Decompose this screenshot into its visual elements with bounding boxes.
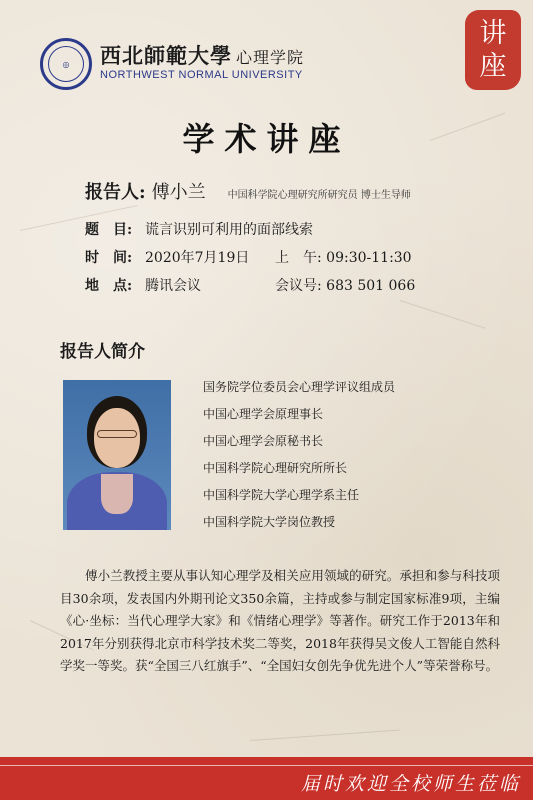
time-range-value: 09:30-11:30: [326, 250, 412, 266]
stamp-char: 讲: [479, 18, 507, 49]
list-item: 中国心理学会原理事长: [203, 407, 324, 421]
footer-text: 届时欢迎全校师生莅临: [300, 773, 521, 795]
meeting-id-value: 683 501 066: [326, 278, 416, 294]
time-label: 时 间:: [85, 250, 133, 266]
bio-section-title: 报告人简介: [60, 342, 145, 362]
time-row: [85, 247, 412, 267]
list-item: 国务院学位委员会心理学评议组成员: [203, 380, 396, 394]
bio-paragraph: 傅小兰教授主要从事认知心理学及相关应用领域的研究。承担和参与科技项目30余项，发表国内外期刊论文350余篇，主持或参与制定国家标准9项，主编《心·坐标：当代心理学大家》和《情绪心理学》等著作。研究工作于2013年和2017年分别获得北京市科学技术奖二等奖，2018年获得吴文俊人工智能自然科学奖一等奖。获“全国三八红旗手”、“全国妇女创先争优先进个人”等荣誉称号。: [60, 568, 500, 673]
lecture-stamp: [465, 10, 521, 90]
date-value: 2020年7月19日: [145, 250, 250, 266]
meeting-label: 会议号:: [275, 278, 322, 294]
list-item: 中国科学院大学心理学系主任: [203, 488, 360, 502]
page-title: 学术讲座: [182, 120, 351, 158]
ampm-label: 上 午:: [275, 250, 322, 266]
university-seal-logo: [40, 38, 92, 90]
list-item: 中国科学院心理研究所所长: [203, 461, 348, 475]
place-value: 腾讯会议: [145, 278, 201, 294]
list-item: 中国心理学会原秘书长: [203, 434, 324, 448]
speaker-line: [85, 178, 411, 204]
school-name-cn: [100, 40, 304, 70]
place-label: 地 点:: [85, 278, 133, 294]
topic-label: 题 目:: [85, 222, 133, 238]
topic-row: [85, 219, 313, 239]
topic-value: 谎言识别可利用的面部线索: [145, 222, 313, 238]
footer-banner: [0, 757, 533, 800]
school-name-en: NORTHWEST NORMAL UNIVERSITY: [100, 69, 303, 81]
list-item: 中国科学院大学岗位教授: [203, 515, 336, 529]
seal-emblem-icon: ◎: [48, 46, 84, 82]
speaker-label: 报告人:: [85, 182, 146, 203]
speaker-affiliation: 中国科学院心理研究所研究员 博士生导师: [227, 189, 411, 201]
stamp-char: 座: [479, 51, 507, 82]
speaker-name: 傅小兰: [151, 182, 206, 203]
positions-list: [203, 379, 395, 541]
school-name-text: 西北師範大學: [100, 43, 232, 68]
dept-name-text: 心理学院: [236, 48, 305, 67]
speaker-photo: [63, 380, 171, 530]
place-row: [85, 275, 416, 295]
